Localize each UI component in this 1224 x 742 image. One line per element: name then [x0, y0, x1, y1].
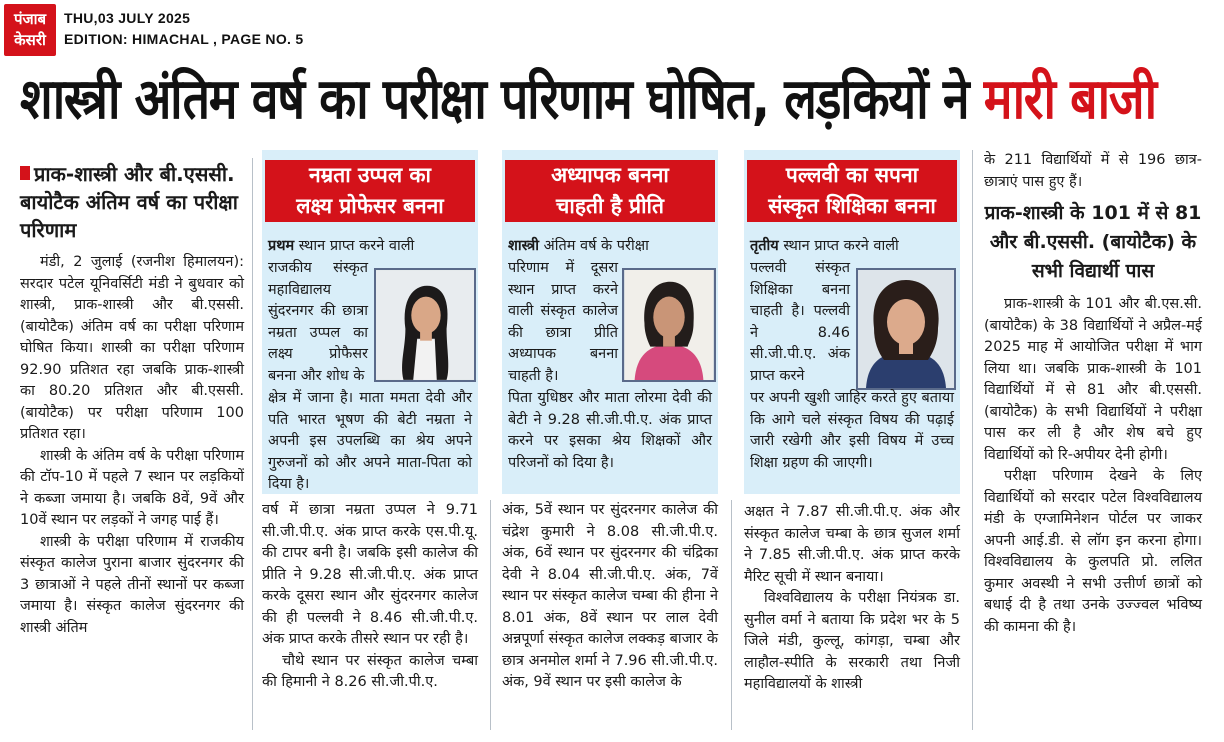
column-5-subhead: प्राक-शास्त्री के 101 में से 81 और बी.एससी. (बायोटैक) के सभी विद्यार्थी पास: [984, 202, 1202, 282]
paragraph: अंक, 5वें स्थान पर सुंदरनगर कालेज की चंद्रेश कुमारी ने 8.08 सी.जी.पी.ए. अंक, 6वें स्थान पर सुंदरनगर की चंद्रिका देवी ने 8.04 सी.जी.पी.ए. अंक, 7वें स्थान पर संस्कृत कालेज चम्बा की हीना ने 8.01 अंक, 8वें स्थान पर लाल देवी अन्नपूर्णा संस्कृत कालेज लक्कड़ बाजार के छात्र अनमोल शर्मा ने 7.96 सी.जी.पी.ए. अंक, 9वें स्थान पर इसी कालेज के: [502, 502, 718, 690]
column-divider: [490, 500, 491, 730]
column-divider: [252, 158, 253, 730]
profile-box-text-top: शास्त्री अंतिम वर्ष के परीक्षा: [508, 238, 649, 254]
newspaper-logo: [4, 4, 56, 56]
logo-line-1: पंजाब: [13, 10, 47, 28]
column-3: [502, 500, 718, 694]
column-divider: [972, 150, 973, 730]
portrait-photo-preeti: [622, 268, 716, 382]
headline: [20, 60, 1156, 140]
paragraph: शास्त्री के अंतिम वर्ष के परीक्षा परिणाम की टॉप-10 में पहले 7 स्थान पर लड़कियों ने कब्जा जमाया है। जबकि 8वें, 9वें और 10वें स्थान पर लड़कों ने जगह पाई हैं।: [20, 447, 244, 528]
column-1: [20, 160, 244, 639]
profile-box-text-top: तृतीय स्थान प्राप्त करने वाली: [750, 238, 899, 254]
profile-box-text-side: राजकीय संस्कृत महाविद्यालय सुंदरनगर की छात्रा नम्रता उप्पल का लक्ष्य प्रोफैसर बनना और शोध के: [268, 260, 368, 384]
publication-date: THU,03 JULY 2025: [64, 10, 191, 26]
paragraph: परीक्षा परिणाम देखने के लिए विद्यार्थियों को सरदार पटेल विश्वविद्यालय मंडी के एग्जामिनेशन पोर्टल पर जाकर अपनी आई.डी. से लॉग इन करना होगा। विश्वविद्यालय के कुलपति प्रो. ललित कुमार अवस्थी ने सभी उत्तीर्ण छात्रों को बधाई दी है तथा उनके उज्ज्वल भविष्य की कामना की है।: [984, 468, 1202, 635]
logo-line-2: केसरी: [14, 31, 46, 49]
profile-box-text-bottom: पिता युधिष्ठर और माता लोरमा देवी की बेटी ने 9.28 सी.जी.पी.ए. अंक प्राप्त करने पर इसका श्रेय शिक्षकों और परिजनों को दिया है।: [508, 390, 712, 471]
paragraph: मंडी, 2 जुलाई (रजनीश हिमालयन): सरदार पटेल यूनिवर्सिटी मंडी ने बुधवार को शास्त्री, प्राक-शास्त्री और बी.एससी. (बायोटैक) अंतिम वर्ष का परीक्षा परिणाम घोषित किया। शास्त्री का परीक्षा परिणाम 92.90 प्रतिशत रहा जबकि प्राक-शास्त्री का 80.20 प्रतिशत और बी.एससी. (बायोटैक) पर परीक्षा परिणाम 100 प्रतिशत रहा।: [20, 254, 244, 442]
column-5: [984, 150, 1202, 638]
edition-info: [64, 8, 304, 50]
paragraph: विश्वविद्यालय के परीक्षा नियंत्रक डा. सुनील वर्मा ने बताया कि प्रदेश भर के 5 जिले मंडी, कुल्लू, कांगड़ा, चम्बा और लाहौल-स्पीति के सरकारी तथा निजी महाविद्यालयों के शास्त्री: [744, 590, 960, 692]
column-5-body: [984, 294, 1202, 638]
paragraph: वर्ष में छात्रा नम्रता उप्पल ने 9.71 सी.जी.पी.ए. अंक प्राप्त करके एस.पी.यू. की टापर बनी है। जबकि इसी कालेज की प्रीति ने 9.28 सी.जी.पी.ए. अंक प्राप्त करके दूसरा स्थान और सुंदरनगर कालेज की ही पल्लवी ने 8.46 सी.जी.पी.ए. अंक प्राप्त करके तीसरे स्थान पर रही है।: [262, 502, 478, 647]
profile-box-heading: पल्लवी का सपना संस्कृत शिक्षिका बनना: [747, 160, 957, 222]
column-5-top: के 211 विद्यार्थियों में से 196 छात्र-छात्राएं पास हुए हैं।: [984, 152, 1202, 190]
edition-label: EDITION: HIMACHAL , PAGE NO. 5: [64, 31, 304, 47]
profile-box-heading: अध्यापक बनना चाहती है प्रीति: [505, 160, 715, 222]
paragraph: प्राक-शास्त्री के 101 और बी.एस.सी. (बायोटैक) के 38 विद्यार्थियों ने अप्रैल-मई 2025 माह में आयोजित परीक्षा में भाग लिया था। जबकि प्राक-शास्त्री के 101 विद्यार्थियों में से 81 और बी.एससी. (बायोटैक) के सभी विद्यार्थियों ने परीक्षा पास कर ली है और शेष बचे हुए विद्यार्थियों को रि-अपीयर देनी होगी।: [984, 296, 1202, 463]
column-2: [262, 500, 478, 694]
paragraph: अक्षत ने 7.87 सी.जी.पी.ए. अंक और संस्कृत कालेज चम्बा के छात्र सुजल शर्मा ने 7.85 सी.जी.पी.ए. अंक प्राप्त करके मैरिट सूची में स्थान बनाया।: [744, 504, 960, 585]
paragraph: चौथे स्थान पर संस्कृत कालेज चम्बा की हिमानी ने 8.26 सी.जी.पी.ए.: [262, 652, 478, 690]
profile-box-text-bottom: पर अपनी खुशी जाहिर करते हुए बताया कि आगे चले संस्कृत विषय की पढ़ाई जारी रखेगी और इसी विषय में उच्च शिक्षा ग्रहण की जाएगी।: [750, 390, 954, 471]
profile-box-text-bottom: क्षेत्र में जाना है। माता ममता देवी और पति भारत भूषण की बेटी नम्रता ने अपनी इस उपलब्धि का श्रेय अपने गुरुजनों को और अपने माता-पिता को दिया है।: [268, 390, 472, 492]
headline-highlight: मारी बाजी: [983, 67, 1156, 132]
bullet-square-icon: [20, 166, 30, 180]
column-divider: [731, 500, 732, 730]
column-1-subhead: प्राक-शास्त्री और बी.एससी. बायोटैक अंतिम वर्ष का परीक्षा परिणाम: [20, 162, 238, 242]
paragraph: शास्त्री के परीक्षा परिणाम में राजकीय संस्कृत कालेज पुराना बाजार सुंदरनगर की 3 छात्राओं ने पहले तीनों स्थानों पर कब्जा जमाया है। संस्कृत कालेज सुंदरनगर की शास्त्री अंतिम: [20, 533, 244, 636]
profile-box-preeti: [502, 150, 718, 494]
profile-box-namrata: [262, 150, 478, 494]
profile-box-text-side: पल्लवी संस्कृत शिक्षिका बनना चाहती है। पल्लवी ने 8.46 सी.जी.पी.ए. अंक प्राप्त करने: [750, 260, 850, 384]
column-4: [744, 502, 960, 696]
profile-box-text-side: परिणाम में दूसरा स्थान प्राप्त करने वाली संस्कृत कालेज की छात्रा प्रीति अध्यापक बनना चाहती है।: [508, 260, 618, 384]
portrait-photo-pallavi: [856, 268, 956, 390]
profile-box-pallavi: [744, 150, 960, 494]
profile-box-heading: नम्रता उप्पल का लक्ष्य प्रोफेसर बनना: [265, 160, 475, 222]
column-1-body: [20, 252, 244, 639]
headline-main: शास्त्री अंतिम वर्ष का परीक्षा परिणाम घोषित, लड़कियों ने: [20, 67, 969, 132]
profile-box-text-top: प्रथम स्थान प्राप्त करने वाली: [268, 238, 415, 254]
portrait-photo-namrata: [374, 268, 476, 382]
